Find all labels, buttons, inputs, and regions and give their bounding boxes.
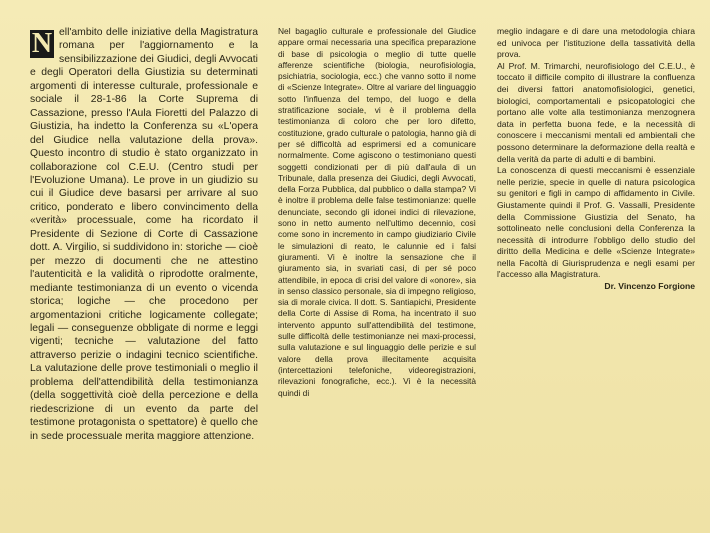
- col3-paragraph-2: Al Prof. M. Trimarchi, neurofisiologo del C.E.U., è toccato il difficile compito di illustrare la confluenza dei diversi fattori anatomofisiologici, genetici, biologici, comportamentali e psicopatologici che portano alle volte alla testimonianza menzognera data in perfetta buona fede, e la necessità di conoscere i meccanismi mentali ed ambientali che possono determinare la deformazione della realtà e della verità da parte di adulti e di bambini.: [497, 60, 695, 164]
- col2-paragraph: Nel bagaglio culturale e professionale del Giudice appare ormai necessaria una specifica preparazione di base di psicologia o meglio di tutte quelle afferenze scientifiche (biologia, neurofisiologia, psichiatria, sociologia, ecc.) che vanno sotto il nome di «Scienze Integrate». Oltre al variare del linguaggio sotto l'influenza del tempo, del luogo e della stratificazione sociale, vi è il problema della testimonianza di coloro che per loro difetto, costituzione, grado culturale o patologia, hanno già di per sé difficoltà ad esprimersi ed a comunicare normalmente. Come agiscono o testimoniano questi soggetti condizionati per di più dall'aula di un Tribunale, dalla presenza dei Giudici, degli Avvocati, della Forza Pubblica, dal pubblico o dalla stampa? Vi è inoltre il problema delle false testimonianze: quelle denunciate, secondo gli idonei indici di rilevazione, sono in netto aumento nell'ultimo decennio, così come sono in incremento in campo giudiziario Civile le simulazioni di reato, le calunnie ed i falsi giuramenti. Vi è inoltre la sensazione che il giuramento sia, in svariati casi, di per sé poco attendibile, in epoca di crisi del valore di «onore», sia in senso classico personale, sia di impegno religioso, sia di morale civica. Il dott. S. Santiapichi, Presidente della Corte di Assise di Roma, ha incentrato il suo intervento appunto sull'attendibilità del testimone, sulle difficoltà delle testimonianze nei maxi-processi, sulla valutazione e sul linguaggio delle perizie e sul valore della prova illecitamente acquisita (intercettazioni telefoniche, videoregistrazioni, rilevazioni fonografiche, ecc.). Vi è la necessità quindi di: [278, 26, 476, 398]
- column-1: [30, 26, 258, 443]
- column-3: [497, 26, 695, 293]
- col3-paragraph-3: La conoscenza di questi meccanismi è essenziale nelle perizie, specie in quelle di natura psicologica su genitori e figli in campo di affidamento in Civile. Giustamente quindi il Prof. G. Vassalli, Presidente della Commissione Giustizia del Senato, ha sottolineato nelle conclusioni della Conferenza la necessità di introdurre l'obbligo dello studio del diritto della Medicina e delle «Scienze Integrate» nella Facoltà di Giurisprudenza e negli esami per l'accesso alla Magistratura.: [497, 165, 695, 280]
- col1-paragraph: ell'ambito delle iniziative della Magistratura romana per l'aggiornamento e la sensibilizzazione dei Giudici, degli Avvocati e degli Operatori della Giustizia su determinati argomenti di interesse culturale, professionale e sociale il 28-1-86 la Corte Suprema di Cassazione, presso l'Aula Fioretti del Palazzo di Giustizia, ha indetto la Conferenza su «L'opera del Giudice nella valutazione della prova». Questo incontro di studio è stato organizzato in collaborazione col C.E.U. (Centro studi per l'Evoluzione Umana). Le prove in un giudizio su cui il Giudice deve basarsi per arrivare al suo critico, ponderato e libero convincimento della «verità» processuale, come ha ricordato il Presidente di Sezione di Corte di Cassazione dott. A. Virgilio, si suddividono in: storiche — cioè per mezzo di documenti che ne attestino l'autenticità e la validità o riprodotte oralmente, mediante testimonianza di un evento o vicenda storica; logiche — che procedono per argomentazioni critiche logicamente collegate; legali — conseguenze obbligate di norme e leggi vigenti; tecniche — valutazione del fatto attraverso perizie o indagini tecnico scientifiche. La valutazione delle prove testimoniali o meglio il problema dell'attendibilità della testimonianza (della soggettività cioè della percezione e della riedescrizione di un evento da parte del testimone protagonista o spettatore) è quello che in sede processuale merita maggiore attenzione.: [30, 27, 258, 442]
- col3-paragraph-1: meglio indagare e di dare una metodologia chiara ed univoca per l'istituzione della tassatività della prova.: [497, 26, 695, 60]
- author-signature: Dr. Vincenzo Forgione: [604, 281, 695, 292]
- column-2: [278, 26, 476, 399]
- drop-cap: N: [31, 28, 53, 59]
